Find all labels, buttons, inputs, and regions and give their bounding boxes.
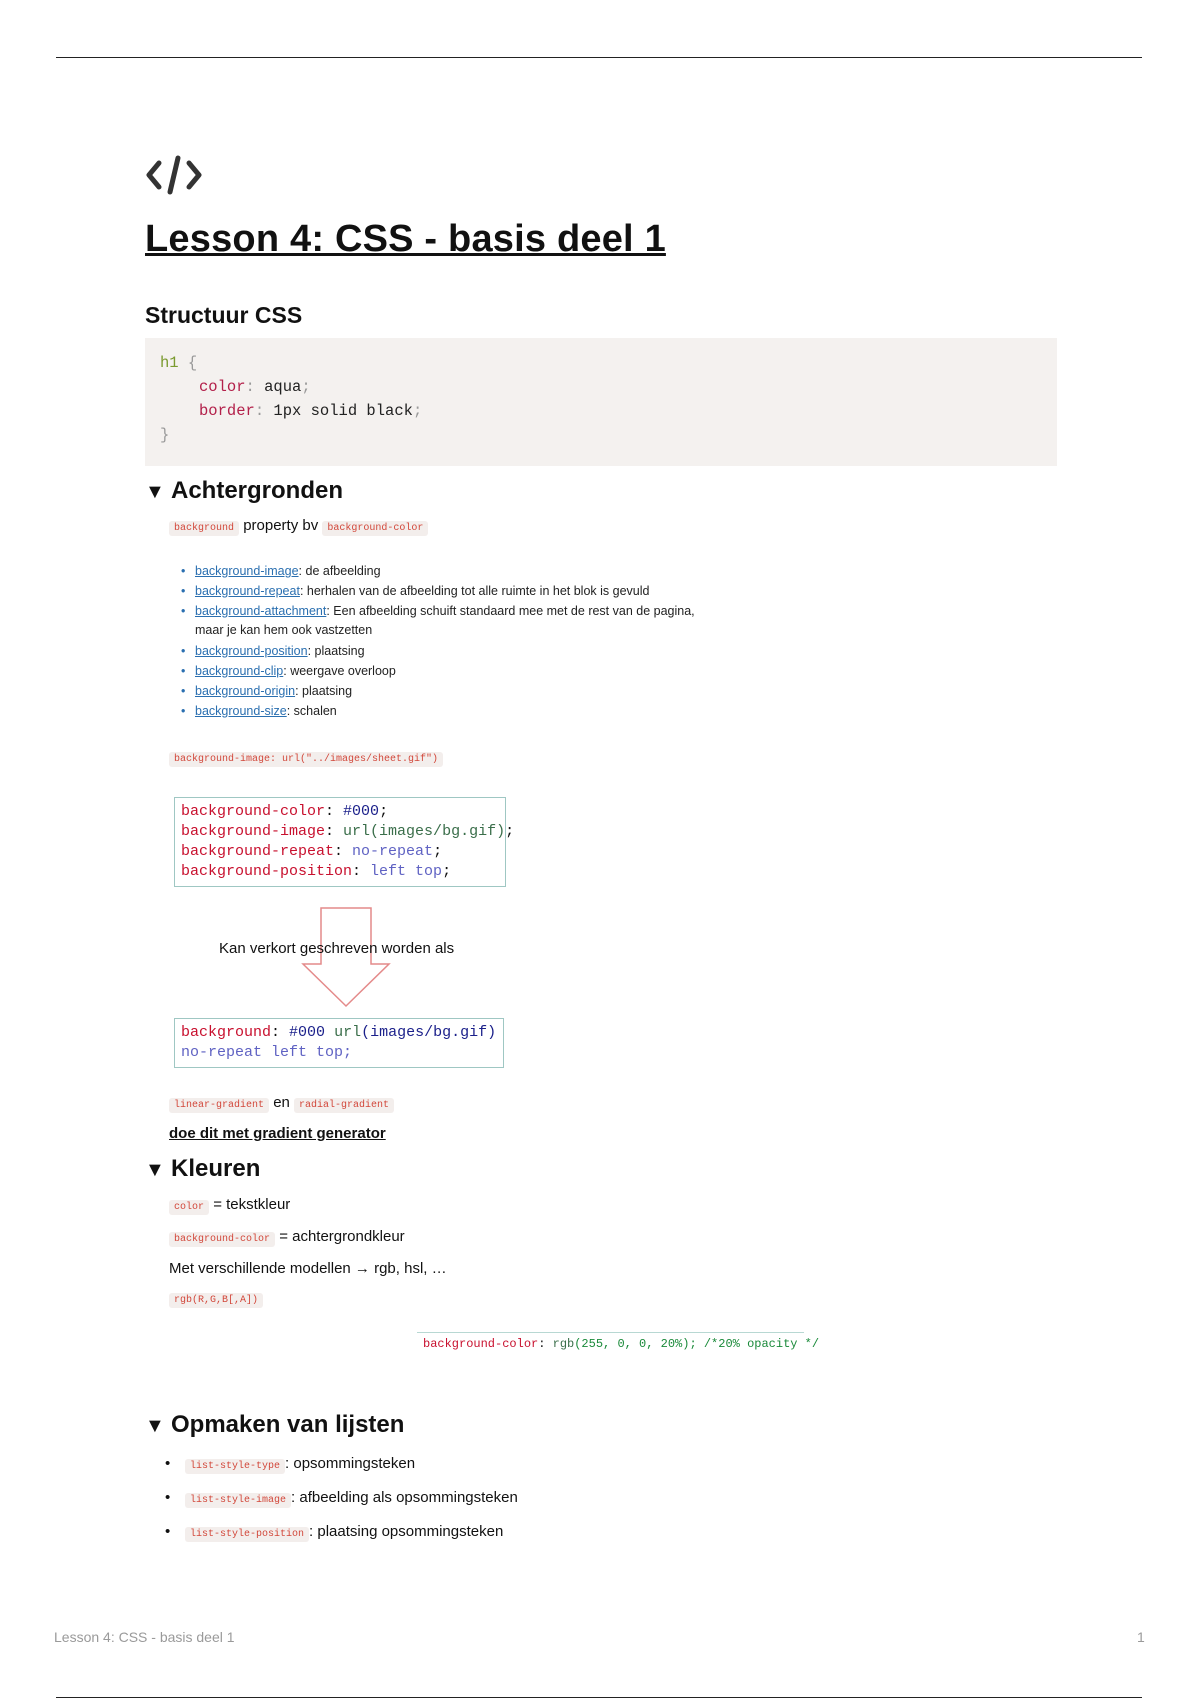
list-item: • background-size: schalen bbox=[181, 702, 715, 722]
inline-code: radial-gradient bbox=[294, 1098, 394, 1113]
list-item: • background-clip: weergave overloop bbox=[181, 662, 715, 682]
toggle-label: Kleuren bbox=[171, 1155, 261, 1182]
link-background-image[interactable]: background-image bbox=[195, 564, 299, 578]
triangle-down-icon: ▼ bbox=[145, 481, 165, 503]
longhand-code-box: background-color: #000; background-image: url(images/bg.gif); background-repeat: no-repeat; background-position: left top; bbox=[174, 797, 506, 887]
top-rule bbox=[56, 57, 1142, 58]
arrow-caption: Kan verkort geschreven worden als bbox=[219, 940, 455, 957]
lijsten-list bbox=[165, 1454, 518, 1556]
code-value: aqua bbox=[264, 378, 302, 396]
code-open-brace: { bbox=[187, 354, 198, 372]
toggle-lijsten[interactable] bbox=[145, 1411, 404, 1439]
list-item: • background-origin: plaatsing bbox=[181, 682, 715, 702]
list-item: • background-position: plaatsing bbox=[181, 642, 715, 662]
example-code-line bbox=[169, 748, 1049, 766]
code-line-declaration: color: aqua; bbox=[199, 378, 311, 396]
code-selector: h1 bbox=[160, 354, 179, 372]
toggle-achtergronden[interactable] bbox=[145, 477, 343, 505]
toggle-kleuren[interactable] bbox=[145, 1155, 260, 1183]
list-item: • background-image: de afbeelding bbox=[181, 562, 715, 582]
rgba-example-code: background-color: rgb(255, 0, 0, 20%); /*20% opacity */ bbox=[417, 1332, 804, 1355]
kleuren-rgb-code: rgb(R,G,B[,A]) bbox=[169, 1289, 1049, 1307]
bottom-rule bbox=[56, 1697, 1142, 1698]
inline-code: linear-gradient bbox=[169, 1098, 269, 1113]
list-item: • list-style-position : plaatsing opsommingsteken bbox=[165, 1522, 518, 1556]
css-code-block bbox=[145, 338, 1057, 466]
link-background-position[interactable]: background-position bbox=[195, 644, 308, 658]
code-property: border bbox=[199, 402, 255, 420]
code-value: 1px solid black bbox=[273, 402, 413, 420]
toggle-label: Opmaken van lijsten bbox=[171, 1411, 405, 1438]
intro-text: property bv bbox=[243, 517, 319, 534]
code-brackets-icon bbox=[145, 150, 205, 200]
inline-code: background-image: url("../images/sheet.gif") bbox=[169, 752, 443, 767]
gradient-generator-link-row bbox=[169, 1125, 1049, 1143]
triangle-down-icon: ▼ bbox=[145, 1415, 165, 1437]
link-background-size[interactable]: background-size bbox=[195, 704, 287, 718]
code-line-declaration: border: 1px solid black; bbox=[199, 402, 423, 420]
arrow-down-icon bbox=[301, 906, 391, 1010]
page-title: Lesson 4: CSS - basis deel 1 bbox=[145, 218, 666, 260]
inline-code: background-color bbox=[322, 521, 428, 536]
list-item: • list-style-type : opsommingsteken bbox=[165, 1454, 518, 1488]
section-heading-structuur: Structuur CSS bbox=[145, 302, 303, 328]
page-number: 1 bbox=[1137, 1629, 1145, 1645]
gradient-generator-link[interactable]: doe dit met gradient generator bbox=[169, 1125, 386, 1142]
link-background-clip[interactable]: background-clip bbox=[195, 664, 284, 678]
link-background-attachment[interactable]: background-attachment bbox=[195, 604, 327, 618]
list-item: • background-repeat: herhalen van de afbeelding tot alle ruimte in het blok is gevuld bbox=[181, 582, 715, 602]
code-close-brace: } bbox=[160, 426, 170, 444]
triangle-down-icon: ▼ bbox=[145, 1159, 165, 1181]
footer-title: Lesson 4: CSS - basis deel 1 bbox=[54, 1629, 235, 1645]
background-properties-list bbox=[169, 562, 1049, 727]
link-background-repeat[interactable]: background-repeat bbox=[195, 584, 300, 598]
list-item: • list-style-image : afbeelding als opsommingsteken bbox=[165, 1488, 518, 1522]
code-line-selector bbox=[160, 354, 197, 372]
shorthand-code-box: background: #000 url(images/bg.gif) no-repeat left top; bbox=[174, 1018, 504, 1068]
inline-code: background bbox=[169, 521, 239, 536]
link-background-origin[interactable]: background-origin bbox=[195, 684, 296, 698]
toggle-label: Achtergronden bbox=[171, 477, 344, 504]
list-item: • background-attachment: Een afbeelding schuift standaard mee met de rest van de pagina, maar je kan hem ook vastzetten bbox=[181, 602, 715, 642]
code-property: color bbox=[199, 378, 246, 396]
